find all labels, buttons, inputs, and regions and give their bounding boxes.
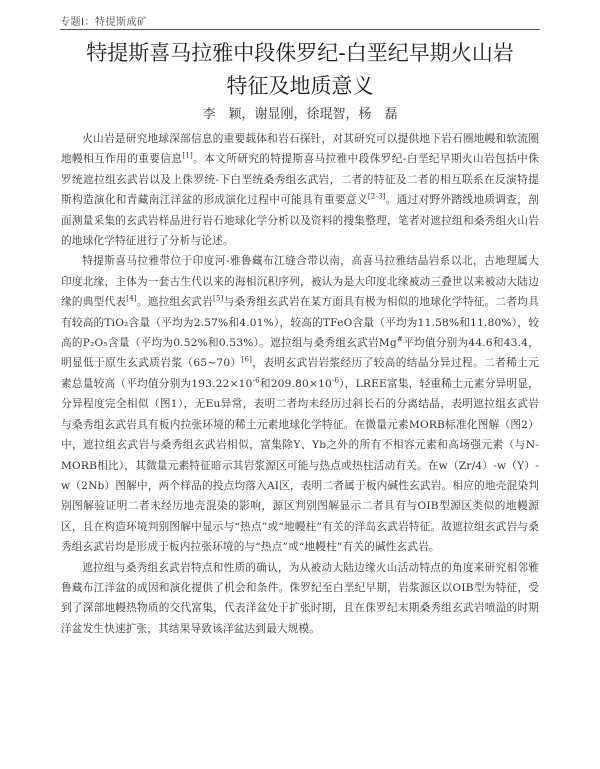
body-paragraph bbox=[61, 558, 539, 640]
citation-superscript: # bbox=[396, 335, 403, 344]
paragraph-text: 平均值分别为44.6和43.4，明显低于原生玄武质岩浆（65~70） bbox=[61, 337, 540, 370]
paper-title-line-1: 特提斯喜马拉雅中段侏罗纪-白垩纪早期火山岩 bbox=[86, 41, 514, 65]
paragraph-text: 。通过对野外踏线地质调查，剖面测量采集的玄武岩样品进行岩石地球化学分析以及资料的搜集整理，笔者对遮拉组和桑秀组火山岩的地球化学特征进行了分析与论述。 bbox=[61, 194, 539, 248]
running-header bbox=[60, 10, 540, 30]
paragraph-text: 。遮拉组玄武岩 bbox=[136, 296, 214, 309]
paragraph-text: 和209.80×10 bbox=[259, 377, 332, 390]
author-list: 李 颖，谢显刚，徐琨智，杨 磊 bbox=[202, 107, 398, 122]
citation-superscript: [4] bbox=[126, 294, 137, 303]
citation-superscript: [1] bbox=[182, 151, 193, 160]
paragraph-text: 火山岩是研究地球深部信息的重要载体和岩石探针，对其研究可以提供地下岩石圈地幔和软流圈地幔相互作用的重要信息 bbox=[61, 133, 539, 166]
body-paragraph bbox=[61, 129, 539, 251]
header-section-label: 专题Ⅰ：特提斯成矿 bbox=[60, 17, 148, 28]
paper-title-line-2: 特征及地质意义 bbox=[226, 74, 374, 98]
paragraph-text: ，表明玄武岩岩浆经历了较高的结晶分异过程。二者稀土元素总量较高（平均值分别为193.22×10 bbox=[61, 357, 539, 390]
citation-superscript: [6] bbox=[241, 355, 253, 364]
citation-superscript: -6 bbox=[331, 376, 340, 385]
paragraph-text: ），LREE富集，轻重稀土元素分异明显，分异程度完全相似（图1），无Eu异常，表明二者均未经历过斜长石的分离结晶，表明遮拉组玄武岩与桑秀组玄武岩具有板内拉张环境的稀土元素地球化学特征。在微量元素MORB标准化图解（图2）中，遮拉组玄武岩与桑秀组玄武岩相似，富集除Y、Yb之外的所有不相容元素和高场强元素（与N-MORB相比），其微量元素特征暗示其岩浆源区可能与热点或热柱活动有关。在w（Zr/4）-w（Y）-w（2Nb）图解中，两个样品的投点均落入AI区，表明二者属于板内碱性玄武岩。相应的地壳混染判别图解验证明二者未经历地壳混染的影响，源区判别图解显示二者具有与OIB型源区类似的地幔源区，且在构造环境判别图解中显示与“热点”或“地幔柱”有关的洋岛玄武岩特征。故遮拉组玄武岩与桑秀组玄武岩均是形成于板内拉张环境的与“热点”或“地幔柱”有关的碱性玄武岩。 bbox=[61, 377, 539, 554]
paragraph-text: 遮拉组与桑秀组玄武岩特点和性质的确认，为从被动大陆边缘火山活动特点的角度来研究相邻雅鲁藏布江洋盆的成因和演化提供了机会和条件。侏罗纪至白垩纪早期，岩浆源区以OIB型为特征，受到了深部地幔热物质的交代富集，代表洋盆处于扩张时期，且在侏罗纪末期桑秀组玄武岩喷溢的时期洋盆发生快速扩张，其结果导致该洋盆达到最大规模。 bbox=[61, 561, 539, 635]
citation-superscript: [5] bbox=[213, 294, 224, 303]
citation-superscript: [2-3] bbox=[367, 192, 386, 201]
citation-superscript: -6 bbox=[252, 376, 260, 385]
paragraph-text: 与桑秀组玄武岩在某方面具有极为相似的地球化学特征。二者均具有较高的TiO₂含量（平均为2.57%和4.01%），较高的TFeO含量（平均为11.58%和11.80%），较高的P₂O₅含量（平均为0.52%和0.53%）。遮拉组与桑秀组玄武岩Mg bbox=[61, 296, 539, 350]
abstract-body bbox=[61, 129, 539, 639]
paragraph-text: 。本文所研究的特提斯喜马拉雅中段侏罗纪-白垩纪早期火山岩包括中侏罗统遮拉组玄武岩以及上侏罗统-下白垩统桑秀组玄武岩，二者的特征及二者的相互联系在反演特提斯构造演化和青藏南江洋盆的形成演化过程中可能具有重要意义 bbox=[61, 153, 539, 207]
body-paragraph bbox=[61, 251, 539, 557]
paragraph-text: 特提斯喜马拉雅带位于印度河-雅鲁藏布江缝合带以南，高喜马拉雅结晶岩系以北，古地理属大印度北缘，主体为一套古生代以来的海相沉积序列，被认为是大印度北缘被动三叠世以来被动大陆边缘的典型代表 bbox=[61, 255, 539, 309]
